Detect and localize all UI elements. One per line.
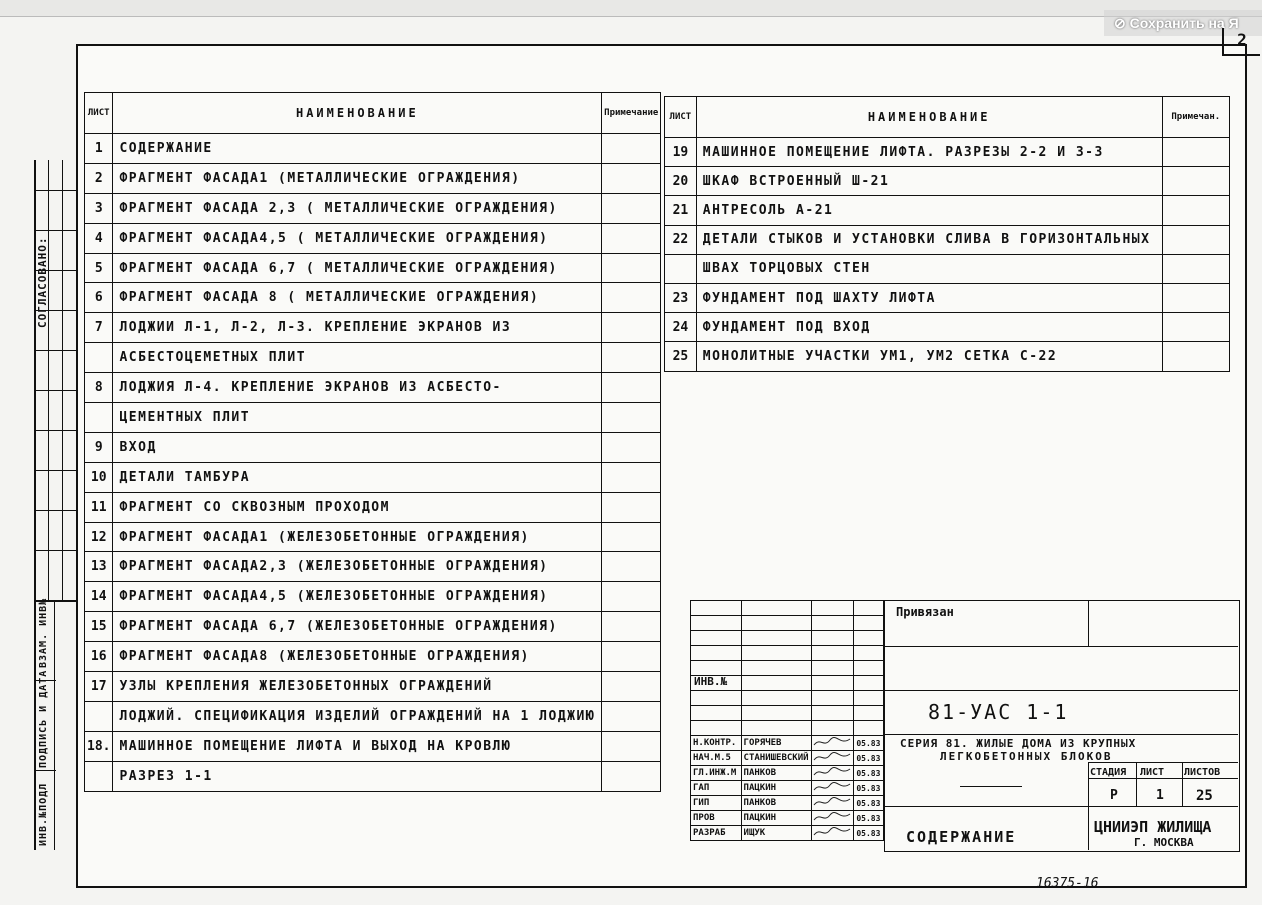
sheet-note [602, 223, 661, 253]
table-row [665, 283, 1230, 312]
sheet-number-value: 1 [1156, 788, 1164, 803]
signature-empty-cell [741, 676, 811, 691]
sheets-count-header: ЛИСТОВ [1184, 767, 1221, 778]
signature-empty-cell [691, 616, 742, 631]
signature-empty-cell [741, 706, 811, 721]
sheet-note [602, 612, 661, 642]
signer-name: ПАЦКИН [741, 781, 811, 796]
sheet-note [1162, 342, 1229, 371]
signature-empty-cell [854, 616, 884, 631]
signer-role: ГАП [691, 781, 742, 796]
handwritten-signature [812, 751, 852, 762]
signature-date: 05.83 [854, 736, 884, 751]
table-row [665, 196, 1230, 225]
sheet-number [85, 761, 113, 791]
signature-empty-cell [811, 601, 854, 616]
sheet-note [602, 522, 661, 552]
table-row [85, 373, 661, 403]
name-header: НАИМЕНОВАНИЕ [113, 93, 602, 134]
table-row [85, 522, 661, 552]
sheet-note [1162, 196, 1229, 225]
sheet-name: УЗЛЫ КРЕПЛЕНИЯ ЖЕЛЕЗОБЕТОННЫХ ОГРАЖДЕНИЙ [113, 672, 602, 702]
signature-grid [690, 600, 884, 841]
name-header: НАИМЕНОВАНИЕ [696, 97, 1162, 138]
table-row [665, 254, 1230, 283]
stage-header: СТАДИЯ [1090, 767, 1127, 778]
sheet-number: 2 [85, 163, 113, 193]
handwritten-signature [812, 781, 852, 792]
signature-date: 05.83 [854, 826, 884, 841]
sheet-note [602, 642, 661, 672]
sheet-name: ФРАГМЕНТ ФАСАДА1 (ЖЕЛЕЗОБЕТОННЫЕ ОГРАЖДЕНИЯ) [113, 522, 602, 552]
signer-role: ПРОВ [691, 811, 742, 826]
signature-empty-row [691, 631, 884, 646]
sheet-note [1162, 254, 1229, 283]
sheet-number: 8 [85, 373, 113, 403]
sheet-name: РАЗРЕЗ 1-1 [113, 761, 602, 791]
sheet-number: 24 [665, 313, 697, 342]
sheet-note [602, 373, 661, 403]
signer-role: ГЛ.ИНЖ.М [691, 766, 742, 781]
sheet-note [602, 552, 661, 582]
signature-empty-cell [741, 661, 811, 676]
table-row [85, 223, 661, 253]
signature-empty-cell [741, 616, 811, 631]
sheet-number [665, 254, 697, 283]
sheet-number: 21 [665, 196, 697, 225]
sheet-number: 22 [665, 225, 697, 254]
sheet-note [602, 253, 661, 283]
sheet-note [1162, 167, 1229, 196]
sheet-number: 15 [85, 612, 113, 642]
sheet-name: ФУНДАМЕНТ ПОД ШАХТУ ЛИФТА [696, 283, 1162, 312]
sheet-note [602, 582, 661, 612]
table-row [665, 342, 1230, 371]
sheet-number: 18. [85, 731, 113, 761]
sheet-note [602, 403, 661, 433]
sheet-number [85, 701, 113, 731]
sheet-name: ФРАГМЕНТ ФАСАДА 8 ( МЕТАЛЛИЧЕСКИЕ ОГРАЖДЕНИЯ) [113, 283, 602, 313]
signature-date: 05.83 [854, 766, 884, 781]
signature-mark [811, 766, 854, 781]
table-row [85, 492, 661, 522]
signature-empty-cell [811, 721, 854, 736]
sheet-number: 13 [85, 552, 113, 582]
signer-name: ПАНКОВ [741, 766, 811, 781]
sheet-note [602, 134, 661, 164]
replace-inv-label: ВЗАМ. ИНВ№ [38, 597, 49, 668]
sheet-name: МАШИННОЕ ПОМЕЩЕНИЕ ЛИФТА И ВЫХОД НА КРОВЛЮ [113, 731, 602, 761]
signature-empty-cell [691, 601, 742, 616]
signature-empty-cell [691, 721, 742, 736]
signature-mark [811, 811, 854, 826]
contents-table-left [84, 92, 661, 792]
sheet-number: 16 [85, 642, 113, 672]
table-row [85, 701, 661, 731]
table-row [85, 283, 661, 313]
sheet-title: СОДЕРЖАНИЕ [906, 828, 1017, 846]
sheet-note [602, 701, 661, 731]
signature-date: 05.83 [854, 811, 884, 826]
sheet-number-header: ЛИСТ [1140, 767, 1165, 778]
sheet-number: 7 [85, 313, 113, 343]
sheet-number: 1 [85, 134, 113, 164]
sheet-number: 14 [85, 582, 113, 612]
sheet-number: 9 [85, 432, 113, 462]
sheet-number [85, 343, 113, 373]
signature-empty-cell [811, 646, 854, 661]
signer-name: ГОРЯЧЕВ [741, 736, 811, 751]
sheet-name: ФРАГМЕНТ СО СКВОЗНЫМ ПРОХОДОМ [113, 492, 602, 522]
signature-empty-row [691, 646, 884, 661]
sheet-number: 20 [665, 167, 697, 196]
archive-number: 16375-16 [1036, 876, 1099, 891]
signature-empty-cell [811, 616, 854, 631]
sheet-number: 4 [85, 223, 113, 253]
handwritten-signature [812, 766, 852, 777]
signature-date: 05.83 [854, 796, 884, 811]
table-row [85, 253, 661, 283]
sheet-name: АСБЕСТОЦЕМЕТНЫХ ПЛИТ [113, 343, 602, 373]
sheet-name: МАШИННОЕ ПОМЕЩЕНИЕ ЛИФТА. РАЗРЕЗЫ 2-2 И 3-3 [696, 138, 1162, 167]
signature-empty-cell [691, 646, 742, 661]
note-header: Примечание [602, 93, 661, 134]
table-row [85, 642, 661, 672]
sheet-name: ФУНДАМЕНТ ПОД ВХОД [696, 313, 1162, 342]
table-row [85, 403, 661, 433]
viewer-top-bar [0, 0, 1262, 17]
signature-date: 05.83 [854, 751, 884, 766]
sheet-name: ДЕТАЛИ ТАМБУРА [113, 462, 602, 492]
inv-label: ИНВ.№ [694, 675, 728, 688]
title-block [690, 600, 1240, 852]
signature-empty-cell [854, 721, 884, 736]
sheet-note [1162, 138, 1229, 167]
sheet-header: ЛИСТ [665, 97, 697, 138]
sheet-number [85, 403, 113, 433]
table-row [85, 313, 661, 343]
table-row [85, 552, 661, 582]
sheet-note [602, 313, 661, 343]
signature-empty-cell [741, 646, 811, 661]
stage-value: Р [1110, 788, 1118, 803]
signature-empty-cell [854, 631, 884, 646]
table-row [665, 313, 1230, 342]
sheet-number: 25 [665, 342, 697, 371]
signer-name: ПАНКОВ [741, 796, 811, 811]
table-row [85, 343, 661, 373]
contents-table-right [664, 96, 1230, 372]
sheet-name: ШВАХ ТОРЦОВЫХ СТЕН [696, 254, 1162, 283]
table-row [665, 225, 1230, 254]
sheet-number: 19 [665, 138, 697, 167]
signature-row [691, 751, 884, 766]
sheet-name: ФРАГМЕНТ ФАСАДА 6,7 (ЖЕЛЕЗОБЕТОННЫЕ ОГРАЖДЕНИЯ) [113, 612, 602, 642]
organization-city: Г. МОСКВА [1134, 836, 1194, 849]
signature-mark [811, 781, 854, 796]
sheet-note [602, 432, 661, 462]
signature-empty-cell [854, 661, 884, 676]
sheet-number: 17 [85, 672, 113, 702]
signature-date: 05.83 [854, 781, 884, 796]
handwritten-signature [812, 811, 852, 822]
save-icon: ⊘ [1114, 15, 1130, 31]
sheet-name: ФРАГМЕНТ ФАСАДА4,5 ( МЕТАЛЛИЧЕСКИЕ ОГРАЖДЕНИЯ) [113, 223, 602, 253]
signer-name: ПАЦКИН [741, 811, 811, 826]
sheet-number: 5 [85, 253, 113, 283]
table-row [85, 163, 661, 193]
table-row [85, 672, 661, 702]
series-title: СЕРИЯ 81. ЖИЛЫЕ ДОМА ИЗ КРУПНЫХ [900, 737, 1137, 750]
sheet-note [1162, 313, 1229, 342]
organization-name: ЦНИИЭП ЖИЛИЩА [1094, 818, 1212, 836]
signature-row [691, 736, 884, 751]
signature-empty-cell [691, 661, 742, 676]
sheet-name: ФРАГМЕНТ ФАСАДА4,5 (ЖЕЛЕЗОБЕТОННЫЕ ОГРАЖДЕНИЯ) [113, 582, 602, 612]
sheet-number: 12 [85, 522, 113, 552]
signature-empty-cell [811, 706, 854, 721]
signature-mark [811, 751, 854, 766]
table-row [85, 731, 661, 761]
signature-date-label: ПОДПИСЬ И ДАТА [38, 669, 49, 768]
sheet-note [602, 343, 661, 373]
sheet-note [1162, 225, 1229, 254]
signer-role: Н.КОНТР. [691, 736, 742, 751]
table-row [85, 193, 661, 223]
signer-role: НАЧ.М.5 [691, 751, 742, 766]
sheet-name: ФРАГМЕНТ ФАСАДА1 (МЕТАЛЛИЧЕСКИЕ ОГРАЖДЕНИЯ) [113, 163, 602, 193]
signer-name: ИЩУК [741, 826, 811, 841]
sheet-name: ДЕТАЛИ СТЫКОВ И УСТАНОВКИ СЛИВА В ГОРИЗОНТАЛЬНЫХ [696, 225, 1162, 254]
sheet-note [602, 462, 661, 492]
signature-empty-row [691, 721, 884, 736]
table-row [85, 612, 661, 642]
signature-empty-row [691, 706, 884, 721]
sheet-number: 10 [85, 462, 113, 492]
page-number: 2 [1222, 28, 1260, 56]
signature-empty-cell [741, 601, 811, 616]
handwritten-signature [812, 796, 852, 807]
sheet-name: СОДЕРЖАНИЕ [113, 134, 602, 164]
signature-empty-cell [811, 661, 854, 676]
sheet-header: ЛИСТ [85, 93, 113, 134]
sheet-name: ШКАФ ВСТРОЕННЫЙ Ш-21 [696, 167, 1162, 196]
signature-empty-cell [691, 691, 742, 706]
signature-mark [811, 826, 854, 841]
sheet-note [602, 193, 661, 223]
sheet-number: 3 [85, 193, 113, 223]
signature-empty-row [691, 616, 884, 631]
signature-empty-cell [811, 676, 854, 691]
sheet-note [602, 761, 661, 791]
sheet-note [602, 731, 661, 761]
signature-empty-cell [854, 646, 884, 661]
signature-empty-cell [854, 601, 884, 616]
sheet-name: ЛОДЖИЙ. СПЕЦИФИКАЦИЯ ИЗДЕЛИЙ ОГРАЖДЕНИЙ НА 1 ЛОДЖИЮ [113, 701, 602, 731]
signature-row [691, 826, 884, 841]
signer-role: РАЗРАБ [691, 826, 742, 841]
table-row [85, 582, 661, 612]
sheet-name: ВХОД [113, 432, 602, 462]
signature-row [691, 766, 884, 781]
series-title-2: ЛЕГКОБЕТОННЫХ БЛОКОВ [940, 750, 1113, 763]
signer-role: ГИП [691, 796, 742, 811]
approved-label: СОГЛАСОВАНО: [36, 236, 49, 328]
handwritten-signature [812, 826, 852, 837]
sheet-number: 11 [85, 492, 113, 522]
sheet-name: ФРАГМЕНТ ФАСАДА 6,7 ( МЕТАЛЛИЧЕСКИЕ ОГРАЖДЕНИЯ) [113, 253, 602, 283]
sheet-name: ФРАГМЕНТ ФАСАДА 2,3 ( МЕТАЛЛИЧЕСКИЕ ОГРАЖДЕНИЯ) [113, 193, 602, 223]
sheet-number: 6 [85, 283, 113, 313]
sheet-name: ФРАГМЕНТ ФАСАДА2,3 (ЖЕЛЕЗОБЕТОННЫЕ ОГРАЖДЕНИЯ) [113, 552, 602, 582]
sheet-name: МОНОЛИТНЫЕ УЧАСТКИ УМ1, УМ2 СЕТКА С-22 [696, 342, 1162, 371]
signature-mark [811, 736, 854, 751]
sheet-note [602, 672, 661, 702]
table-row [85, 432, 661, 462]
signature-empty-cell [811, 691, 854, 706]
sheet-name: ЛОДЖИИ Л-1, Л-2, Л-3. КРЕПЛЕНИЕ ЭКРАНОВ ИЗ [113, 313, 602, 343]
signature-empty-cell [854, 676, 884, 691]
sheet-name: ЦЕМЕНТНЫХ ПЛИТ [113, 403, 602, 433]
sheet-note [1162, 283, 1229, 312]
signature-empty-cell [811, 631, 854, 646]
sheet-name: ФРАГМЕНТ ФАСАДА8 (ЖЕЛЕЗОБЕТОННЫЕ ОГРАЖДЕНИЯ) [113, 642, 602, 672]
original-inv-label: ИНВ.№ПОДЛ [38, 782, 49, 846]
signature-mark [811, 796, 854, 811]
signature-empty-row [691, 661, 884, 676]
signature-row [691, 796, 884, 811]
table-row [665, 167, 1230, 196]
signature-empty-cell [741, 691, 811, 706]
note-header: Примечан. [1162, 97, 1229, 138]
table-row [85, 462, 661, 492]
signature-row [691, 811, 884, 826]
signature-empty-cell [741, 721, 811, 736]
signature-empty-cell [854, 706, 884, 721]
sheets-count-value: 25 [1196, 788, 1213, 804]
sheet-note [602, 492, 661, 522]
signature-empty-cell [741, 631, 811, 646]
signature-empty-cell [691, 706, 742, 721]
attached-label: Привязан [896, 605, 954, 619]
sheet-note [602, 283, 661, 313]
signer-name: СТАНИШЕВСКИЙ [741, 751, 811, 766]
handwritten-signature [812, 736, 852, 747]
sheet-name: АНТРЕСОЛЬ А-21 [696, 196, 1162, 225]
signature-empty-row [691, 691, 884, 706]
signature-empty-cell [691, 631, 742, 646]
table-row [85, 761, 661, 791]
document-code: 81-УАС 1-1 [928, 700, 1069, 724]
signature-row [691, 781, 884, 796]
signature-empty-row [691, 601, 884, 616]
signature-empty-cell [854, 691, 884, 706]
table-row [85, 134, 661, 164]
sheet-name: ЛОДЖИЯ Л-4. КРЕПЛЕНИЕ ЭКРАНОВ ИЗ АСБЕСТО- [113, 373, 602, 403]
sheet-note [602, 163, 661, 193]
sheet-number: 23 [665, 283, 697, 312]
save-button-label: Сохранить на Я [1129, 15, 1239, 31]
table-row [665, 138, 1230, 167]
